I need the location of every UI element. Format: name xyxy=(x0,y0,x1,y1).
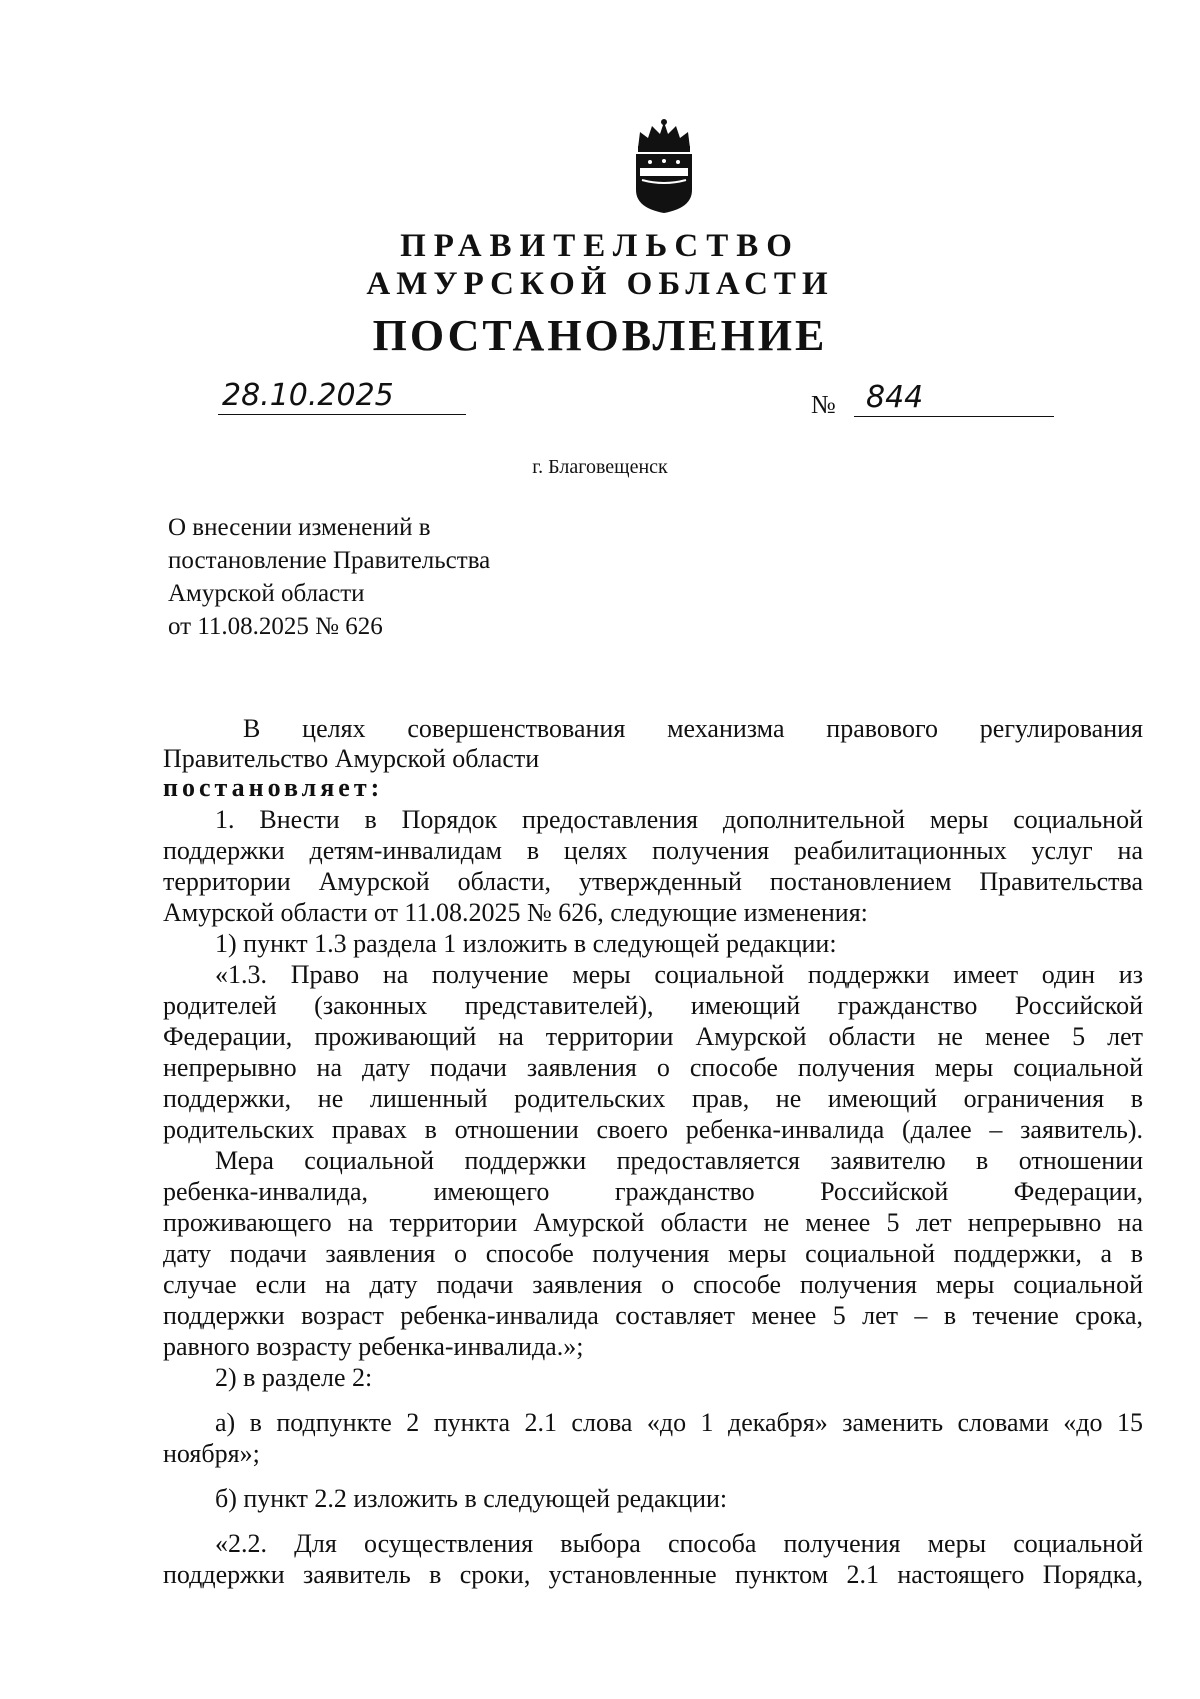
city-name: г. Благовещенск xyxy=(532,456,668,478)
body-line: случае если на дату подачи заявления о способе получения меры социальной xyxy=(163,1270,1143,1299)
handwritten-date: 28.10.2025 xyxy=(222,378,394,413)
preamble-line: В целях совершенствования механизма правового регулирования xyxy=(243,714,1143,743)
coat-of-arms-emblem xyxy=(630,118,698,214)
subject-line: О внесении изменений в xyxy=(168,514,431,541)
body-line: родителей (законных представителей), имеющий гражданство Российской xyxy=(163,991,1143,1020)
body-line: поддержки детям-инвалидам в целях получения реабилитационных услуг на xyxy=(163,836,1143,865)
body-line: 1. Внести в Порядок предоставления дополнительной меры социальной xyxy=(215,805,1143,834)
number-underline xyxy=(854,416,1054,417)
number-label: № xyxy=(811,390,836,419)
body-line: ноября»; xyxy=(163,1439,260,1468)
document-type-title: ПОСТАНОВЛЕНИЕ xyxy=(372,311,828,360)
body-line: б) пункт 2.2 изложить в следующей редакции: xyxy=(215,1484,728,1513)
body-line: ребенка-инвалида, имеющего гражданство Российской Федерации, xyxy=(163,1177,1143,1206)
body-line: поддержки, не лишенный родительских прав, не имеющий ограничения в xyxy=(163,1084,1143,1113)
body-line: «1.3. Право на получение меры социальной поддержки имеет один из xyxy=(215,960,1143,989)
body-line: дату подачи заявления о способе получения меры социальной поддержки, а в xyxy=(163,1239,1143,1268)
body-line: родительских правах в отношении своего ребенка-инвалида (далее – заявитель). xyxy=(163,1115,1143,1144)
body-line: 2) в разделе 2: xyxy=(215,1363,373,1392)
date-underline xyxy=(218,414,466,415)
body-line: Федерации, проживающий на территории Амурской области не менее 5 лет xyxy=(163,1022,1143,1051)
handwritten-number: 844 xyxy=(866,380,924,415)
subject-line: постановление Правительства xyxy=(168,547,491,574)
body-line: поддержки заявитель в сроки, установленные пунктом 2.1 настоящего Порядка, xyxy=(163,1560,1143,1589)
body-line: равного возрасту ребенка-инвалида.»; xyxy=(163,1332,584,1361)
body-line: проживающего на территории Амурской области не менее 5 лет непрерывно на xyxy=(163,1208,1143,1237)
body-line: поддержки возраст ребенка-инвалида составляет менее 5 лет – в течение срока, xyxy=(163,1301,1143,1330)
body-line: Амурской области от 11.08.2025 № 626, следующие изменения: xyxy=(163,898,868,927)
decree-word: постановляет: xyxy=(163,773,384,802)
government-title-line2: АМУРСКОЙ ОБЛАСТИ xyxy=(366,266,834,302)
body-line: 1) пункт 1.3 раздела 1 изложить в следующей редакции: xyxy=(215,929,837,958)
body-line: Мера социальной поддержки предоставляется заявителю в отношении xyxy=(215,1146,1143,1175)
body-line: непрерывно на дату подачи заявления о способе получения меры социальной xyxy=(163,1053,1143,1082)
body-line: «2.2. Для осуществления выбора способа получения меры социальной xyxy=(215,1529,1143,1558)
subject-line: от 11.08.2025 № 626 xyxy=(168,613,383,640)
preamble-line: Правительство Амурской области xyxy=(163,744,540,773)
subject-line: Амурской области xyxy=(168,580,365,607)
body-line: территории Амурской области, утвержденный постановлением Правительства xyxy=(163,867,1143,896)
government-title-line1: ПРАВИТЕЛЬСТВО xyxy=(400,228,800,264)
body-line: а) в подпункте 2 пункта 2.1 слова «до 1 декабря» заменить словами «до 15 xyxy=(215,1408,1143,1437)
